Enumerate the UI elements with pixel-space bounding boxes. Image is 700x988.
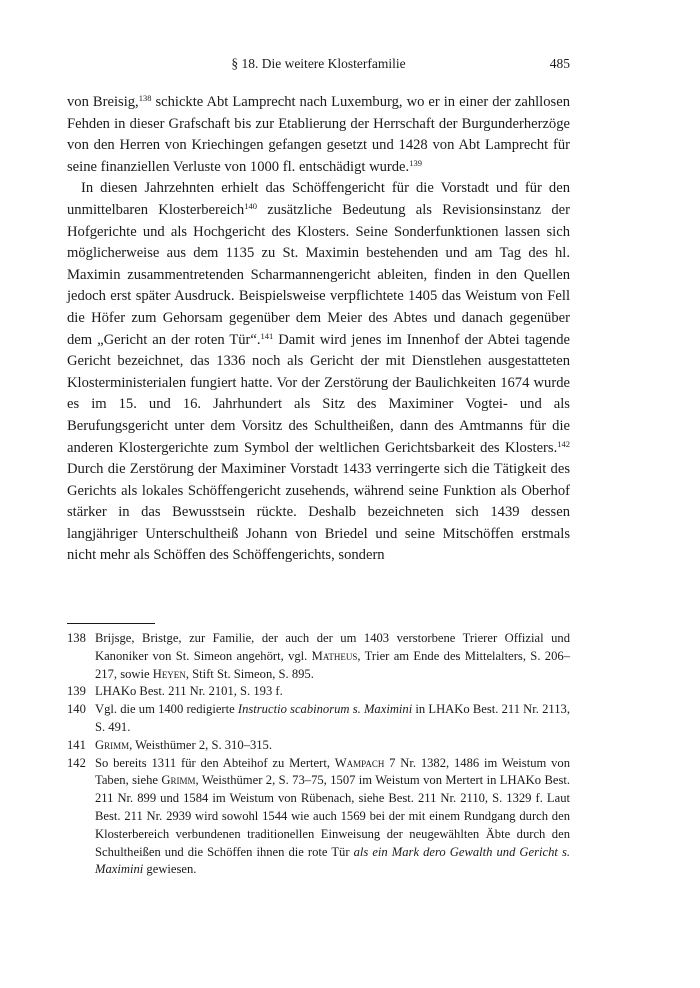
paragraph-1 — [67, 92, 570, 178]
text-run: , Weisthümer 2, S. 310–315. — [129, 737, 272, 752]
footnote-text — [95, 630, 570, 683]
footnote-141 — [67, 737, 570, 755]
author-name: Wampach — [334, 755, 385, 770]
author-name: Matheus — [311, 648, 358, 663]
text-run: Damit wird jenes im Innenhof der Abtei tagende Gericht bezeichnet, das 1336 noch als Gericht der mit Dienstlehen ausgestatteten Klosterministerialen fungiert hatte. Vor der Zerstörung der Baulichkeiten 1674 wurde es im 15. und 16. Jahrhundert als Sitz des Maximiner Vogtei- und als Berufungsgericht unter dem Vorsitz des Schultheißen, dann des Amtmanns für die anderen Klostergerichte zum Symbol der weltlichen Gerichtsbarkeit des Klosters. — [67, 331, 570, 456]
footnote-ref-141[interactable]: 141 — [260, 330, 274, 341]
text-run: Brijsge, Bristge, zur Familie, der auch der um 1403 verstorbene Trierer Offizial und Kanoniker von St. Simeon angehört, vgl. — [95, 631, 570, 663]
text-run: , Trier am Ende des Mittelalters, S. 206–217, sowie — [95, 648, 570, 681]
footnote-ref-142[interactable]: 142 — [557, 438, 570, 449]
footnote-text — [95, 737, 570, 755]
footnote-text — [95, 755, 570, 880]
footnote-number: 138 — [67, 631, 86, 646]
footnote-separator — [67, 623, 155, 624]
page-number: 485 — [549, 56, 570, 71]
footnote-139 — [67, 683, 570, 701]
footnote-number: 140 — [67, 702, 86, 717]
text-run: gewiesen. — [143, 862, 197, 877]
italic-quote: als ein Mark dero Gewalth und Gericht s. Maximini — [95, 844, 570, 877]
footnote-number: 141 — [67, 737, 86, 752]
text-run: , Stift St. Simeon, S. 895. — [185, 666, 314, 681]
footnote-number: 142 — [67, 755, 86, 770]
text-run: in LHAKo Best. 211 Nr. 2113, S. 491. — [95, 702, 570, 735]
section-title: § 18. Die weitere Klosterfamilie — [231, 56, 406, 71]
footnote-142 — [67, 755, 570, 880]
footnote-140 — [67, 701, 570, 737]
book-page — [67, 56, 570, 879]
text-run: , Weisthümer 2, S. 73–75, 1507 im Weistum von Mertert in LHAKo Best. 211 Nr. 899 und 1584 im Weistum von Rübenach, siehe Best. 211 Nr. 2110, S. 1329 f. Laut Best. 211 Nr. 2939 wird sowohl 1544 wie auch 1569 bei der mit einem Rundgang durch den Klosterbereich verbundenen traditionellen Einweisung der neugewählten Äbte durch den Schultheißen und die Schöffen ihnen die rote Tür — [95, 773, 570, 859]
author-name: Grimm — [161, 773, 196, 788]
main-text — [67, 92, 570, 567]
text-run: In diesen Jahrzehnten erhielt das Schöffengericht für die Vorstadt und für den unmittelbaren Klosterbereich — [67, 180, 570, 218]
footnote-ref-140[interactable]: 140 — [244, 200, 257, 211]
text-run: schickte Abt Lamprecht nach Luxemburg, wo er in einer der zahllosen Fehden in dieser Grafschaft bis zur Etablierung der Herrschaft der Burgunderherzöge von den Herren von Kriechingen gefangen gesetzt und 1428 von Abt Lamprecht für seine finanziellen Verluste von 1000 fl. entschädigt wurde. — [67, 94, 570, 175]
text-run: So bereits 1311 für den Abteihof zu Mertert, — [95, 755, 335, 770]
footnotes — [67, 630, 570, 879]
author-name: Heyen — [152, 666, 186, 681]
footnote-ref-138[interactable]: 138 — [138, 93, 152, 103]
italic-title: Instructio scabinorum s. Maximini — [237, 702, 413, 717]
text-run: 7 Nr. 1382, 1486 im Weistum von Taben, siehe — [95, 755, 571, 788]
footnote-ref-139[interactable]: 139 — [409, 157, 422, 168]
footnote-138 — [67, 630, 570, 683]
text-run: Vgl. die um 1400 redigierte — [95, 702, 238, 717]
paragraph-2 — [67, 178, 570, 567]
footnote-text: LHAKo Best. 211 Nr. 2101, S. 193 f. — [95, 684, 283, 699]
author-name: Grimm — [95, 737, 130, 752]
text-run: von Breisig, — [67, 94, 139, 110]
text-run: Durch die Zerstörung der Maximiner Vorstadt 1433 verringerte sich die Tätigkeit des Gerichts als lokales Schöffengericht zusehends, während seine Funktion als Oberhof stärker in das Bewusstsein rückte. Deshalb bezeichneten sich 1439 dessen langjähriger Unterschultheiß Johann von Briedel und seine Mitschöffen erstmals nicht mehr als Schöffen des Schöffengerichts, sondern — [67, 461, 570, 564]
text-run: zusätzliche Bedeutung als Revisionsinstanz der Hofgerichte und als Hochgericht des Klosters. Seine Sonderfunktionen lassen sich möglicherweise aus dem 1135 zu St. Maximin bestehenden und am Tag des hl. Maximin zusammentretenden Scharmannengericht ableiten, finden in den Quellen jedoch erst später Ausdruck. Beispielsweise verpflichtete 1405 das Weistum von Fell die Höfer zum Gehorsam gegenüber dem Meier des Abtes und danach gegenüber dem „Gericht an der roten Tür“. — [67, 201, 570, 348]
footnote-text — [95, 701, 570, 737]
running-header — [67, 56, 570, 80]
footnote-number: 139 — [67, 684, 86, 699]
